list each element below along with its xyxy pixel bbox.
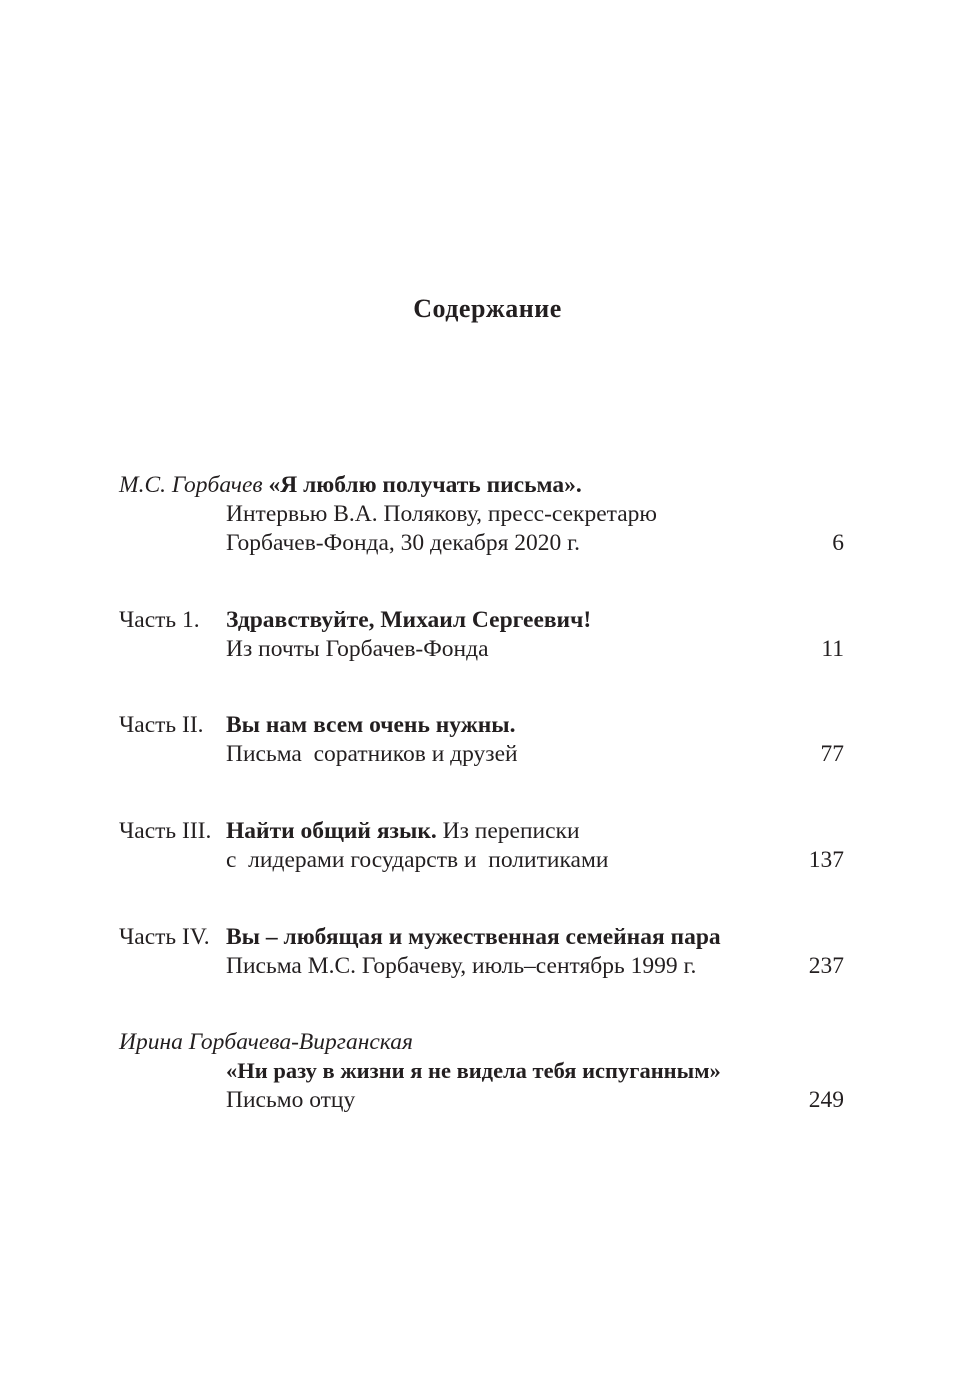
toc-entry-heading: Вы нам всем очень нужны. (226, 712, 516, 738)
toc-entry-heading-tail: Из переписки (436, 818, 580, 844)
toc-entry-page-number: 77 (820, 741, 844, 767)
toc-entry-author: М.С. Горбачев (119, 472, 263, 498)
toc-entry-page-number: 249 (808, 1087, 844, 1113)
toc-entry-page-number: 137 (808, 847, 844, 873)
toc-entry-subtitle: Интервью В.А. Полякову, пресс-секретарю (226, 501, 657, 527)
page-title: Содержание (413, 294, 562, 323)
toc-entry-page-number: 6 (832, 530, 844, 556)
toc-entry-label: Часть III. (119, 818, 212, 844)
toc-entry-subtitle: Письмо отцу (226, 1087, 356, 1113)
toc-entry-subtitle: Горбачев-Фонда, 30 декабря 2020 г. (226, 530, 581, 556)
toc-entry-subtitle: с лидерами государств и политиками (226, 847, 609, 873)
toc-entry-heading: Здравствуйте, Михаил Сергеевич! (226, 607, 592, 633)
toc-entry-page-number: 237 (808, 953, 844, 979)
toc-entry-first-line (119, 474, 582, 498)
toc-entry-author: Ирина Горбачева-Вирганская (119, 1029, 413, 1055)
toc-entry-label: Часть IV. (119, 924, 210, 950)
toc-entry-heading: Вы – любящая и мужественная семейная пара (226, 924, 721, 950)
toc-entry-heading: Найти общий язык. (226, 818, 437, 844)
toc-entry-page-number: 11 (821, 636, 844, 662)
toc-entry-subtitle: Письма соратников и друзей (226, 741, 518, 767)
toc-entry-subtitle: Письма М.С. Горбачеву, июль–сентябрь 1999 г. (226, 953, 697, 979)
toc-entry-label: Часть 1. (119, 607, 200, 633)
toc-entry-first-line (226, 820, 580, 844)
toc-entry-heading: «Я люблю получать письма». (268, 472, 582, 498)
toc-entry-heading: «Ни разу в жизни я не видела тебя испуганным» (226, 1058, 721, 1083)
toc-entry-label: Часть II. (119, 712, 204, 738)
toc-entry-subtitle: Из почты Горбачев-Фонда (226, 636, 489, 662)
